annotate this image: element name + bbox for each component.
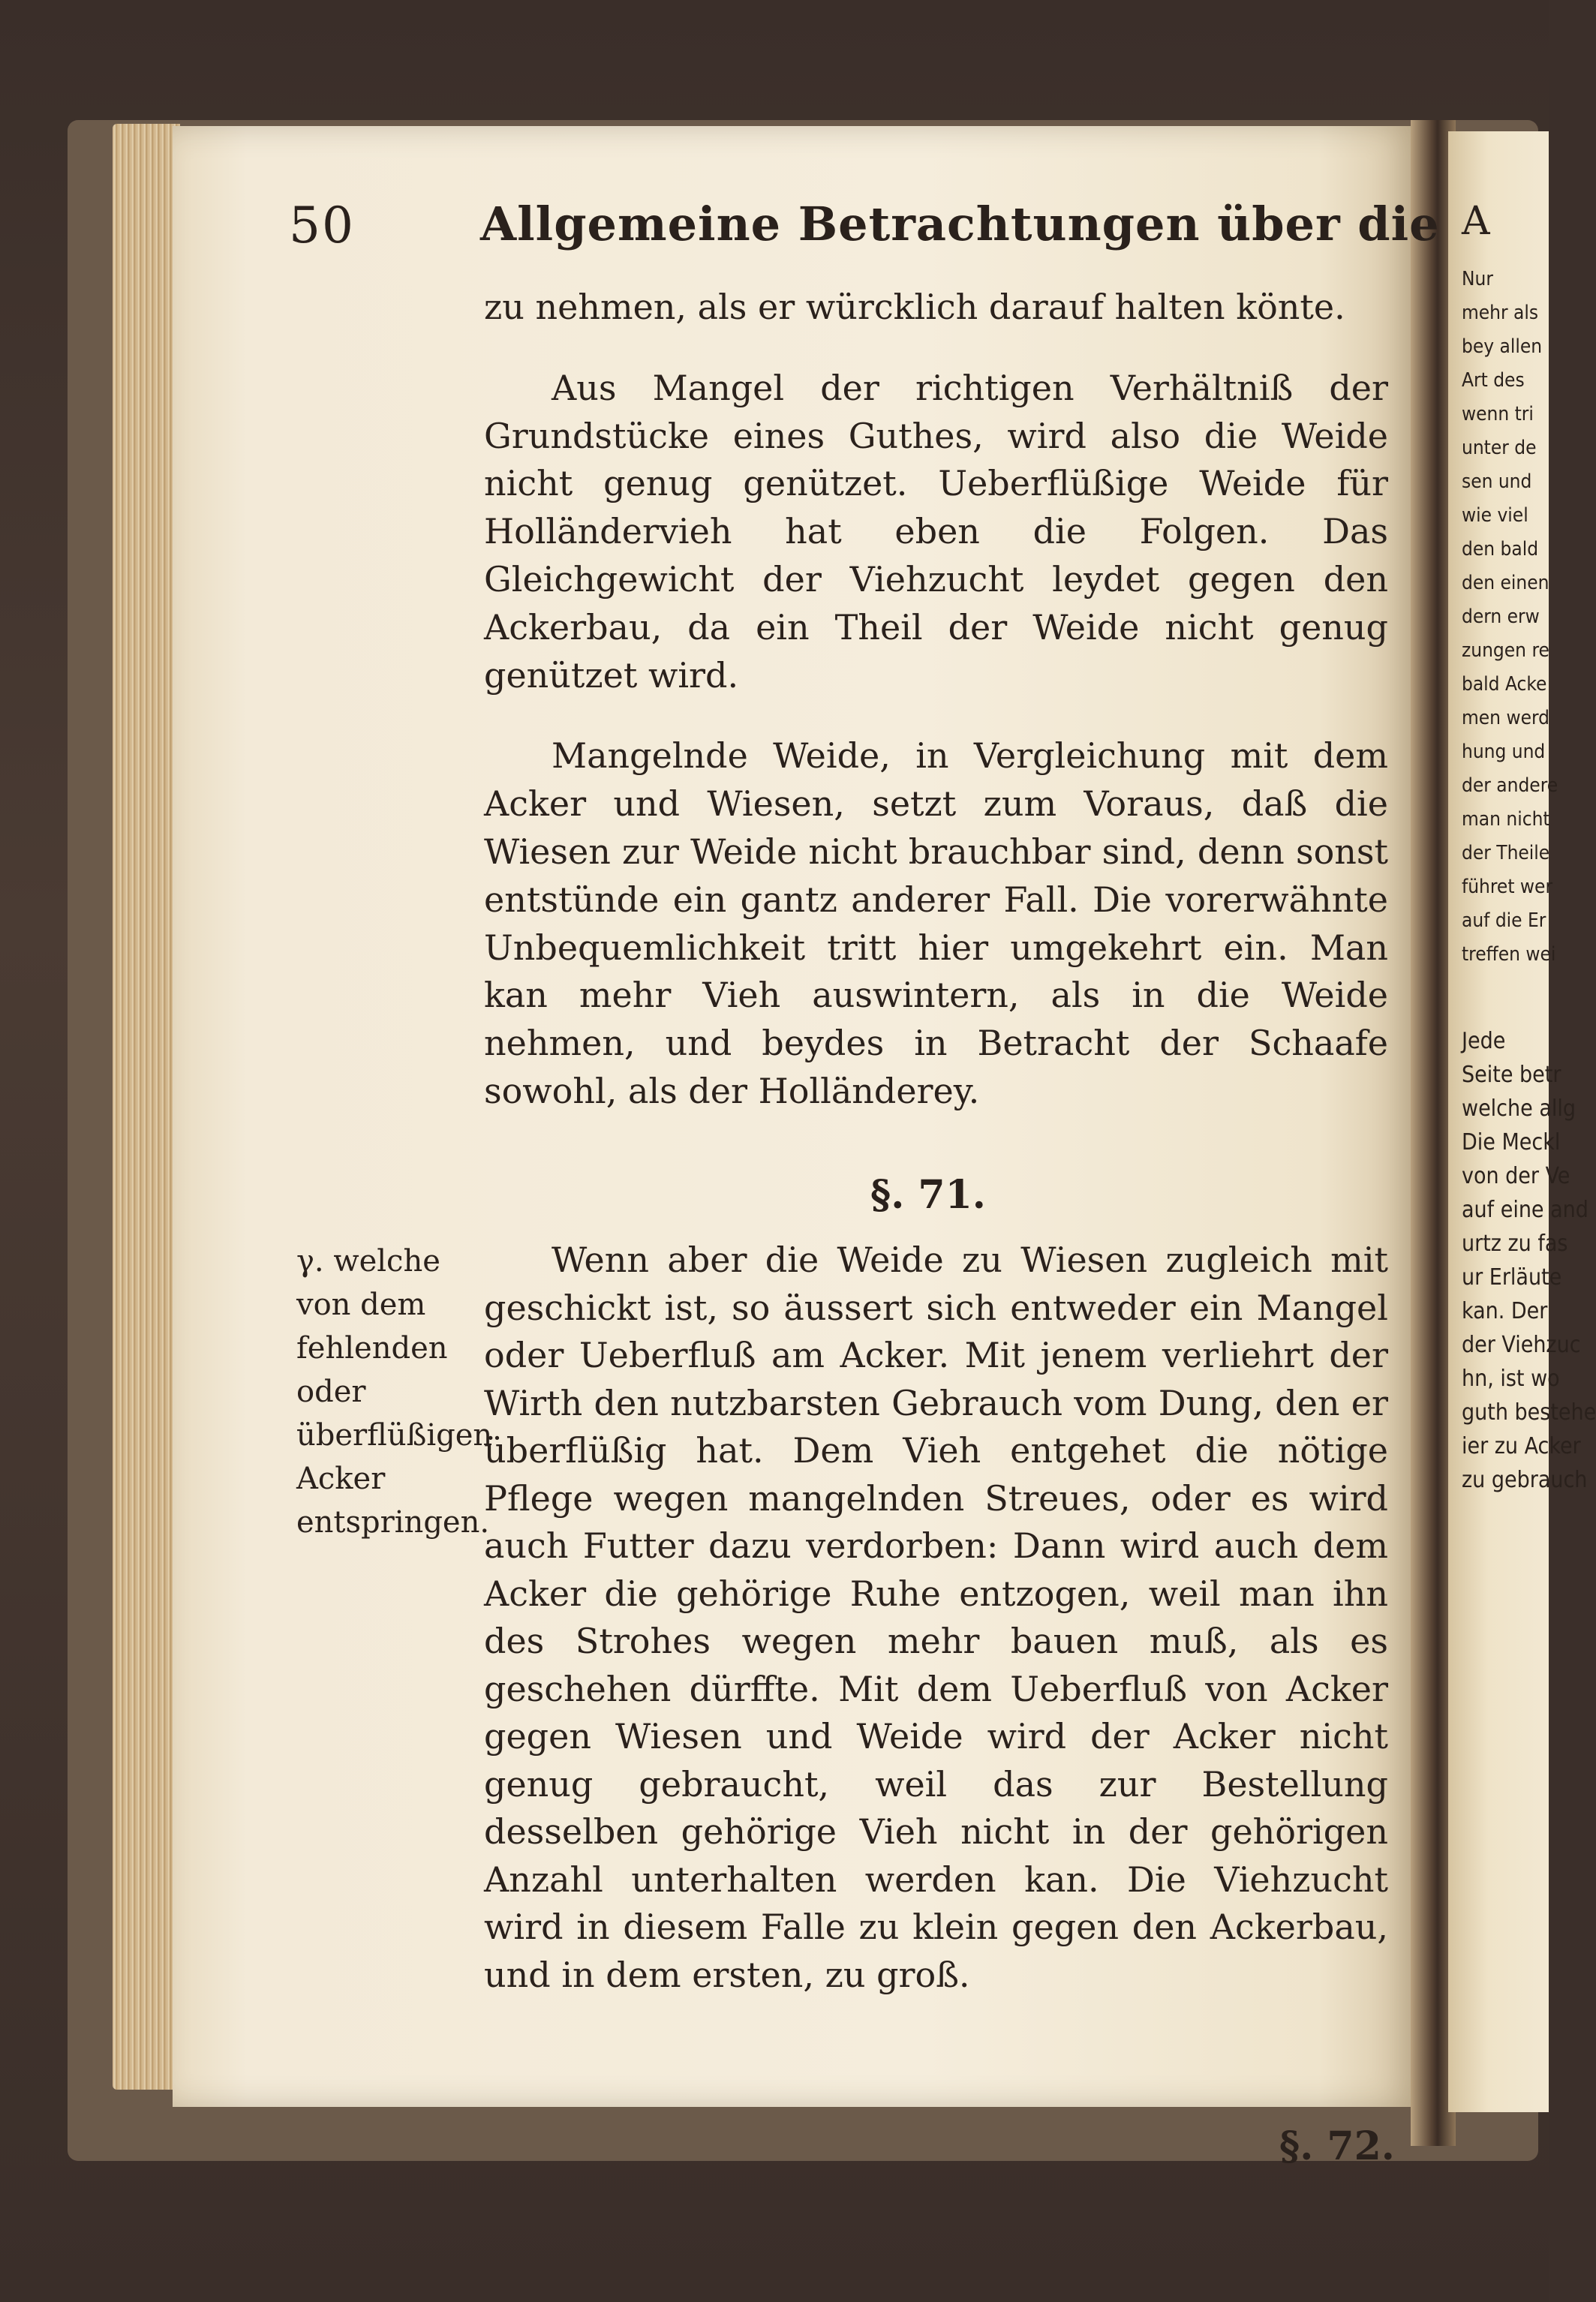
right-page-fragment-line: der Theile xyxy=(1462,842,1550,864)
right-page-fragment-line: von der Ve xyxy=(1462,1163,1570,1189)
paragraph-continuation: zu nehmen, als er würcklich darauf halten könte. xyxy=(484,287,1345,327)
right-page-fragment-line: bald Acke xyxy=(1462,673,1547,696)
right-page-fragment-line: guth bestehe xyxy=(1462,1399,1596,1426)
right-page-fragment-line: zungen re xyxy=(1462,639,1549,662)
right-page-fragment-line: bey allen xyxy=(1462,335,1543,358)
right-page-head-fragment: A xyxy=(1462,199,1490,244)
paragraph: Wenn aber die Weide zu Wiesen zugleich mit geschickt ist, so äussert sich entweder ein Mangel oder Ueberfluß am Acker. Mit jenem verliehrt der Wirth den nutzbarsten Gebrauch vom Dung, den er überflüßig hat. Dem Vieh entgehet die nötige Pflege wegen mangelnden Streues, oder es wird auch Futter dazu verdorben: Dann wird auch dem Acker die gehörige Ruhe entzogen, weil man ihn des Strohes wegen mehr bauen muß, als es geschehen dürffte. Mit dem Ueberfluß von Acker gegen Wiesen und Weide wird der Acker nicht genug gebraucht, weil das zur Bestellung desselben gehörige Vieh nicht in der gehörigen Anzahl unterhalten werden kan. Die Viehzucht wird in diesem Falle zu klein gegen den Ackerbau, und in dem ersten, zu groß. xyxy=(484,1240,1388,1995)
section-text xyxy=(484,1237,1388,1999)
right-page-fragment-line: ur Erläute xyxy=(1462,1264,1562,1291)
right-page-fragment-line: treffen wei xyxy=(1462,943,1556,966)
right-page-fragment-line: welche allg xyxy=(1462,1095,1576,1122)
body-text xyxy=(484,284,1388,1116)
right-page-fragment-line: der Viehzuc xyxy=(1462,1332,1581,1358)
right-page-fragment-line: den bald xyxy=(1462,538,1539,560)
right-page-fragment-list-bottom xyxy=(1462,1024,1596,1497)
fragment-spacer xyxy=(1462,972,1549,1024)
right-page-fragment-line: men werd xyxy=(1462,707,1549,729)
right-page-fragment-line: auf eine and xyxy=(1462,1197,1588,1223)
right-page-fragment-line: sen und xyxy=(1462,470,1532,493)
right-page-fragment-line: führet wer xyxy=(1462,876,1553,898)
right-page-fragment-list-top xyxy=(1462,263,1558,972)
right-page-fragment-line: der andere xyxy=(1462,774,1558,797)
right-page-fragment-line: Jede xyxy=(1462,1028,1506,1054)
page-number: 50 xyxy=(289,197,355,254)
right-page-fragment-line: unter de xyxy=(1462,437,1537,459)
right-page-fragment-line: man nicht xyxy=(1462,808,1550,831)
right-page-fragment-line: hung und xyxy=(1462,741,1546,763)
paragraph: Aus Mangel der richtigen Verhältniß der Grundstücke eines Guthes, wird also die Weide nicht genug genützet. Ueberflüßige Weide für Holländervieh hat eben die Folgen. Das Gleichgewicht der Viehzucht leydet gegen den Ackerbau, da ein Theil der Weide nicht genug genützet wird. xyxy=(484,367,1388,696)
right-page-fragments xyxy=(1462,180,1596,1497)
section-heading: §. 71. xyxy=(870,1172,986,1218)
right-page-fragment-line: dern erw xyxy=(1462,606,1540,628)
right-page-fragment-line: wenn tri xyxy=(1462,403,1534,425)
paragraph: Mangelnde Weide, in Vergleichung mit dem Acker und Wiesen, setzt zum Voraus, daß die Wiesen zur Weide nicht brauchbar sind, denn sonst entstünde ein gantz anderer Fall. Die vorerwähnte Unbequemlichkeit tritt hier umgekehrt ein. Man kan mehr Vieh auswintern, als in die Weide nehmen, und beydes in Betracht der Schaafe sowohl, als der Holländerey. xyxy=(484,735,1388,1111)
right-page-fragment-line: kan. Der xyxy=(1462,1298,1548,1324)
right-page-fragment-line: Seite betr xyxy=(1462,1062,1561,1088)
page-edges xyxy=(113,124,180,2090)
right-page-fragment-line: Nur xyxy=(1462,268,1493,290)
right-page-fragment-line: Die Meckl xyxy=(1462,1129,1561,1156)
right-page-fragment-line: mehr als xyxy=(1462,302,1539,324)
margin-note: γ. welche von dem fehlenden oder überflüßigen Acker entspringen. xyxy=(296,1244,493,1540)
right-page-fragment-line: wie viel xyxy=(1462,504,1528,527)
right-page-fragment-line: urtz zu fas xyxy=(1462,1231,1568,1257)
catchword: §. 72. xyxy=(1279,2123,1395,2169)
right-page-fragment-line: den einen xyxy=(1462,572,1549,594)
right-page-fragment-line: zu gebrauch xyxy=(1462,1467,1588,1493)
right-page-fragment-line: ier zu Acker xyxy=(1462,1433,1581,1459)
right-page-fragment-line: hn, ist wo xyxy=(1462,1366,1560,1392)
right-page-fragment-line: auf die Er xyxy=(1462,909,1546,932)
right-page-fragment-line: Art des xyxy=(1462,369,1525,392)
running-head: Allgemeine Betrachtungen über die xyxy=(480,197,1440,251)
